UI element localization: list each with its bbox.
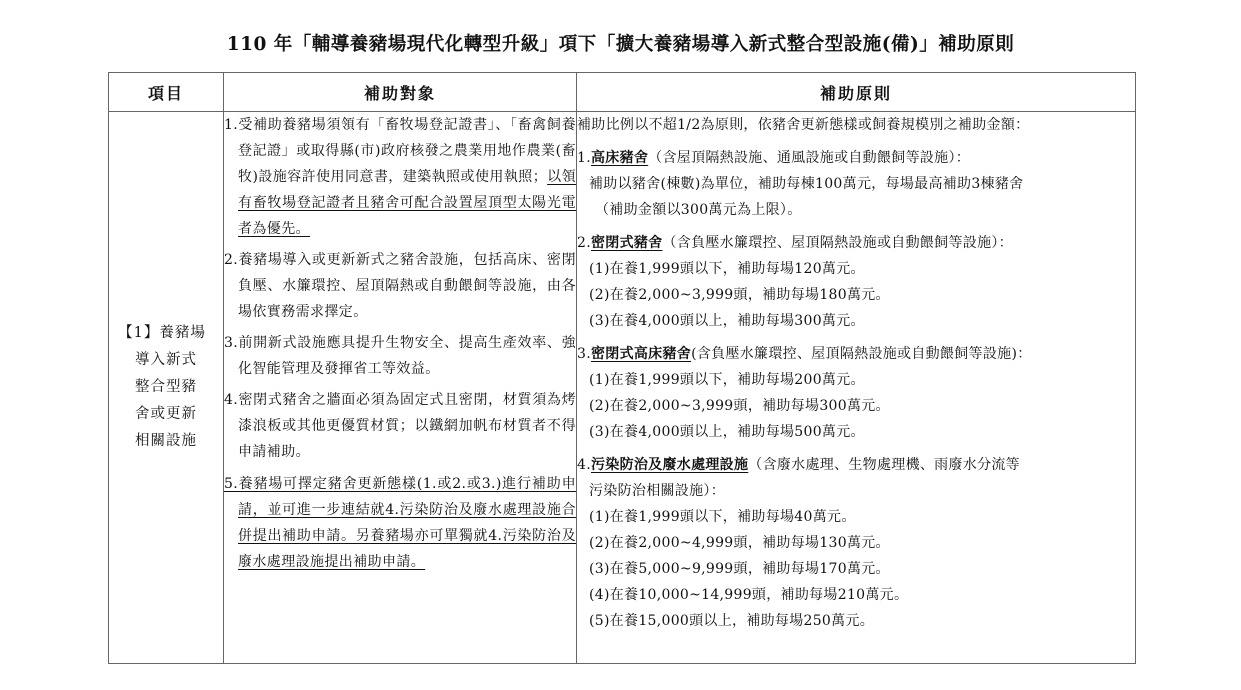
section-1-desc: （含屋頂隔熱設施、通風設施或自動餵飼等設施）： [648, 150, 971, 166]
section-4-item: (3)在養5,000~9,999頭，補助每場170萬元。 [589, 561, 890, 577]
section-1-line: 補助以豬舍(棟數)為單位，補助每棟100萬元，每場最高補助3棟豬舍 [589, 176, 1024, 192]
section-2-desc: （含負壓水簾環控、屋頂隔熱設施或自動餵飼等設施）： [662, 235, 1013, 251]
section-4-item: (4)在養10,000~14,999頭，補助每場210萬元。 [589, 587, 909, 603]
section-2-number: 2. [577, 235, 591, 251]
target-4: 4.密閉式豬舍之牆面必須為固定式且密閉，材質須為烤漆浪板或其他更優質材質；以鐵網加帆布材質者不得申請補助。 [224, 392, 576, 460]
target-cell [224, 112, 577, 664]
item-cell [109, 112, 224, 664]
section-4-desc-cont: 污染防治相關設施）： [589, 483, 725, 499]
section-1-number: 1. [577, 150, 591, 166]
target-3: 3.前開新式設施應具提升生物安全、提高生產效率、強化智能管理及發揮省工等效益。 [224, 335, 576, 377]
header-target: 補助對象 [224, 73, 577, 112]
item-line: 舍或更新 [135, 406, 197, 422]
section-4-desc: （含廢水處理、生物處理機、雨廢水分流等 [748, 457, 1020, 473]
section-1-name: 高床豬舍 [590, 150, 649, 166]
document-title: 110 年「輔導養豬場現代化轉型升級」項下「擴大養豬場導入新式整合型設施(備)」補助原則 [226, 34, 1015, 55]
target-5 [224, 471, 576, 575]
target-2: 2.養豬場導入或更新新式之豬舍設施，包括高床、密閉負壓、水簾環控、屋頂隔熱或自動餵飼等設施，由各場依實務需求擇定。 [224, 252, 576, 320]
section-3-desc: (含負壓水簾環控、屋頂隔熱設施或自動餵飼等設施)： [691, 346, 1032, 362]
section-1-line: （補助金額以300萬元為上限）。 [595, 202, 802, 218]
principle-cell [577, 112, 1136, 664]
item-line: 相關設施 [135, 433, 197, 449]
section-3-heading [577, 341, 1135, 367]
section-2-name: 密閉式豬舍 [590, 235, 663, 251]
section-3-name: 密閉式高床豬舍 [590, 346, 692, 362]
item-line: 【1】養豬場 [118, 325, 206, 341]
section-4-heading [577, 452, 1135, 478]
item-line: 整合型豬 [135, 379, 197, 395]
subsidy-table [108, 72, 1136, 664]
section-3-number: 3. [577, 346, 591, 362]
section-3-item: (3)在養4,000頭以上，補助每場500萬元。 [589, 424, 865, 440]
target-1 [224, 112, 576, 242]
section-2-item: (2)在養2,000~3,999頭，補助每場180萬元。 [589, 287, 890, 303]
section-1-heading [577, 145, 1135, 171]
section-2-item: (1)在養1,999頭以下，補助每場120萬元。 [589, 261, 865, 277]
header-principle: 補助原則 [577, 73, 1136, 112]
principle-intro: 補助比例以不超1/2為原則，依豬舍更新態樣或飼養規模別之補助金額： [577, 117, 1030, 133]
table-row [109, 112, 1136, 664]
section-4-item: (5)在養15,000頭以上，補助每場250萬元。 [589, 613, 875, 629]
section-4-number: 4. [577, 457, 591, 473]
section-2-heading [577, 230, 1135, 256]
section-3-item: (1)在養1,999頭以下，補助每場200萬元。 [589, 372, 865, 388]
section-4-item: (1)在養1,999頭以下，補助每場40萬元。 [589, 509, 856, 525]
section-3-item: (2)在養2,000~3,999頭，補助每場300萬元。 [589, 398, 890, 414]
section-2-item: (3)在養4,000頭以上，補助每場300萬元。 [589, 313, 865, 329]
item-line: 導入新式 [135, 352, 197, 368]
header-item: 項目 [109, 73, 224, 112]
target-1-underlined: 以領有畜牧場登記證者且豬舍可配合設置屋頂型太陽光電者為優先。 [238, 169, 576, 237]
table-header-row [109, 73, 1136, 112]
target-5-underlined: 5.養豬場可擇定豬舍更新態樣(1.或2.或3.)進行補助申請，並可進一步連結就4.污染防治及廢水處理設施合併提出補助申請。另養豬場亦可單獨就4.污染防治及廢水處理設施提出補助申請。 [224, 476, 576, 570]
section-4-item: (2)在養2,000~4,999頭，補助每場130萬元。 [589, 535, 890, 551]
section-4-name: 污染防治及廢水處理設施 [590, 457, 749, 473]
target-1-text: 1.受補助養豬場須領有「畜牧場登記證書」、「畜禽飼養登記證」或取得縣(市)政府核發之農業用地作農業(畜牧)設施容許使用同意書，建築執照或使用執照； [224, 117, 576, 185]
